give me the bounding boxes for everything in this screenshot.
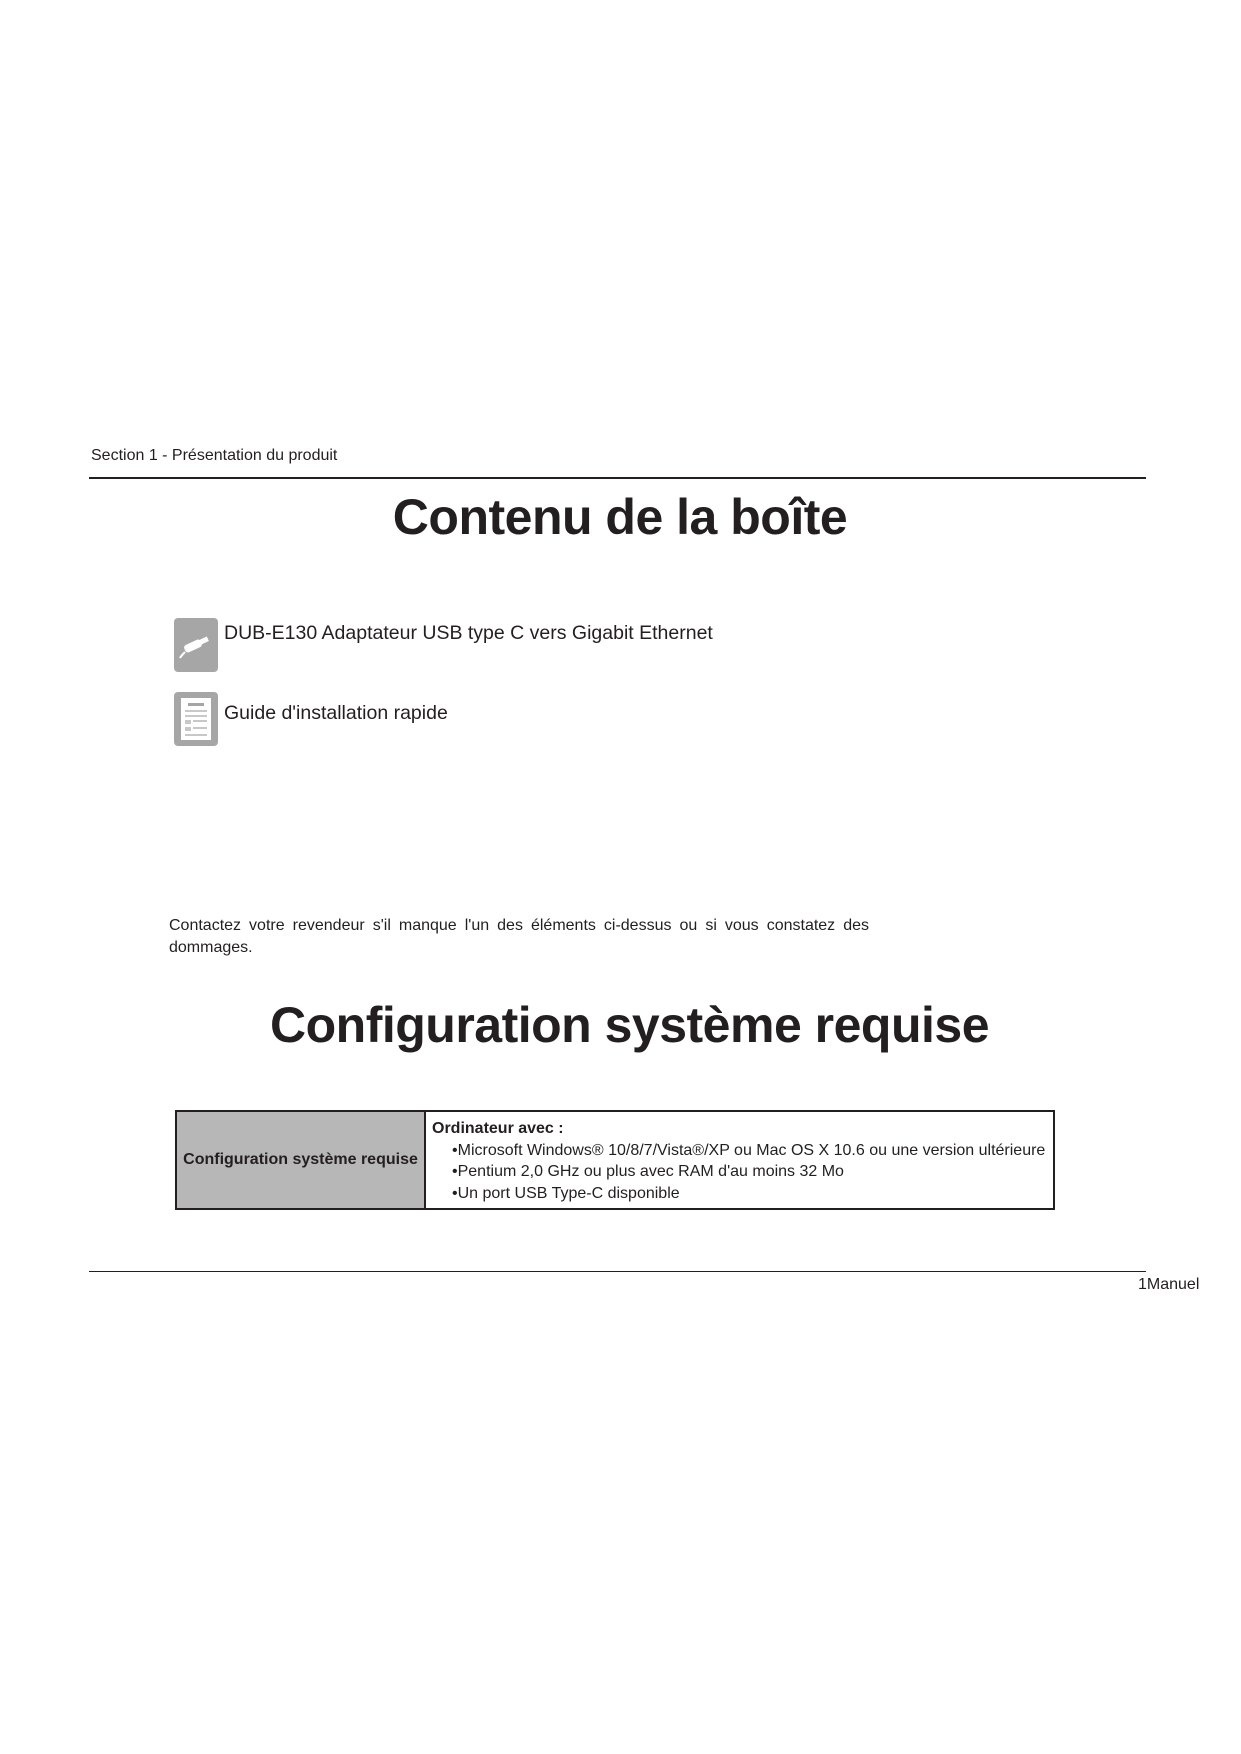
page-number: 1Manuel (1138, 1276, 1200, 1293)
requirements-title: Configuration système requise (270, 997, 989, 1053)
usb-adapter-icon (174, 618, 218, 672)
footer-divider (89, 1271, 1146, 1272)
list-item: • Pentium 2,0 GHz ou plus avec RAM d'au moins 32 Mo (452, 1161, 1049, 1183)
box-item-guide (174, 692, 448, 746)
box-contents-title: Contenu de la boîte (392, 489, 848, 545)
requirements-table (175, 1110, 1055, 1210)
document-icon (174, 692, 218, 746)
header-divider (89, 477, 1146, 479)
box-item-label: DUB-E130 Adaptateur USB type C vers Gigabit Ethernet (224, 621, 713, 644)
missing-items-note: Contactez votre revendeur s'il manque l'un des éléments ci-dessus ou si vous constatez des dommages. (169, 917, 869, 956)
list-item: • Un port USB Type-C disponible (452, 1183, 1049, 1205)
list-item: • Microsoft Windows® 10/8/7/Vista®/XP ou Mac OS X 10.6 ou une version ultérieure (452, 1140, 1049, 1162)
requirements-body-title: Ordinateur avec : (432, 1120, 564, 1137)
box-item-label: Guide d'installation rapide (224, 701, 448, 724)
requirements-body-cell (425, 1111, 1054, 1209)
requirements-list (432, 1140, 1049, 1205)
table-row (176, 1111, 1054, 1209)
section-header: Section 1 - Présentation du produit (91, 447, 338, 464)
box-item-adapter (174, 618, 713, 672)
requirements-header-cell: Configuration système requise (176, 1111, 425, 1209)
